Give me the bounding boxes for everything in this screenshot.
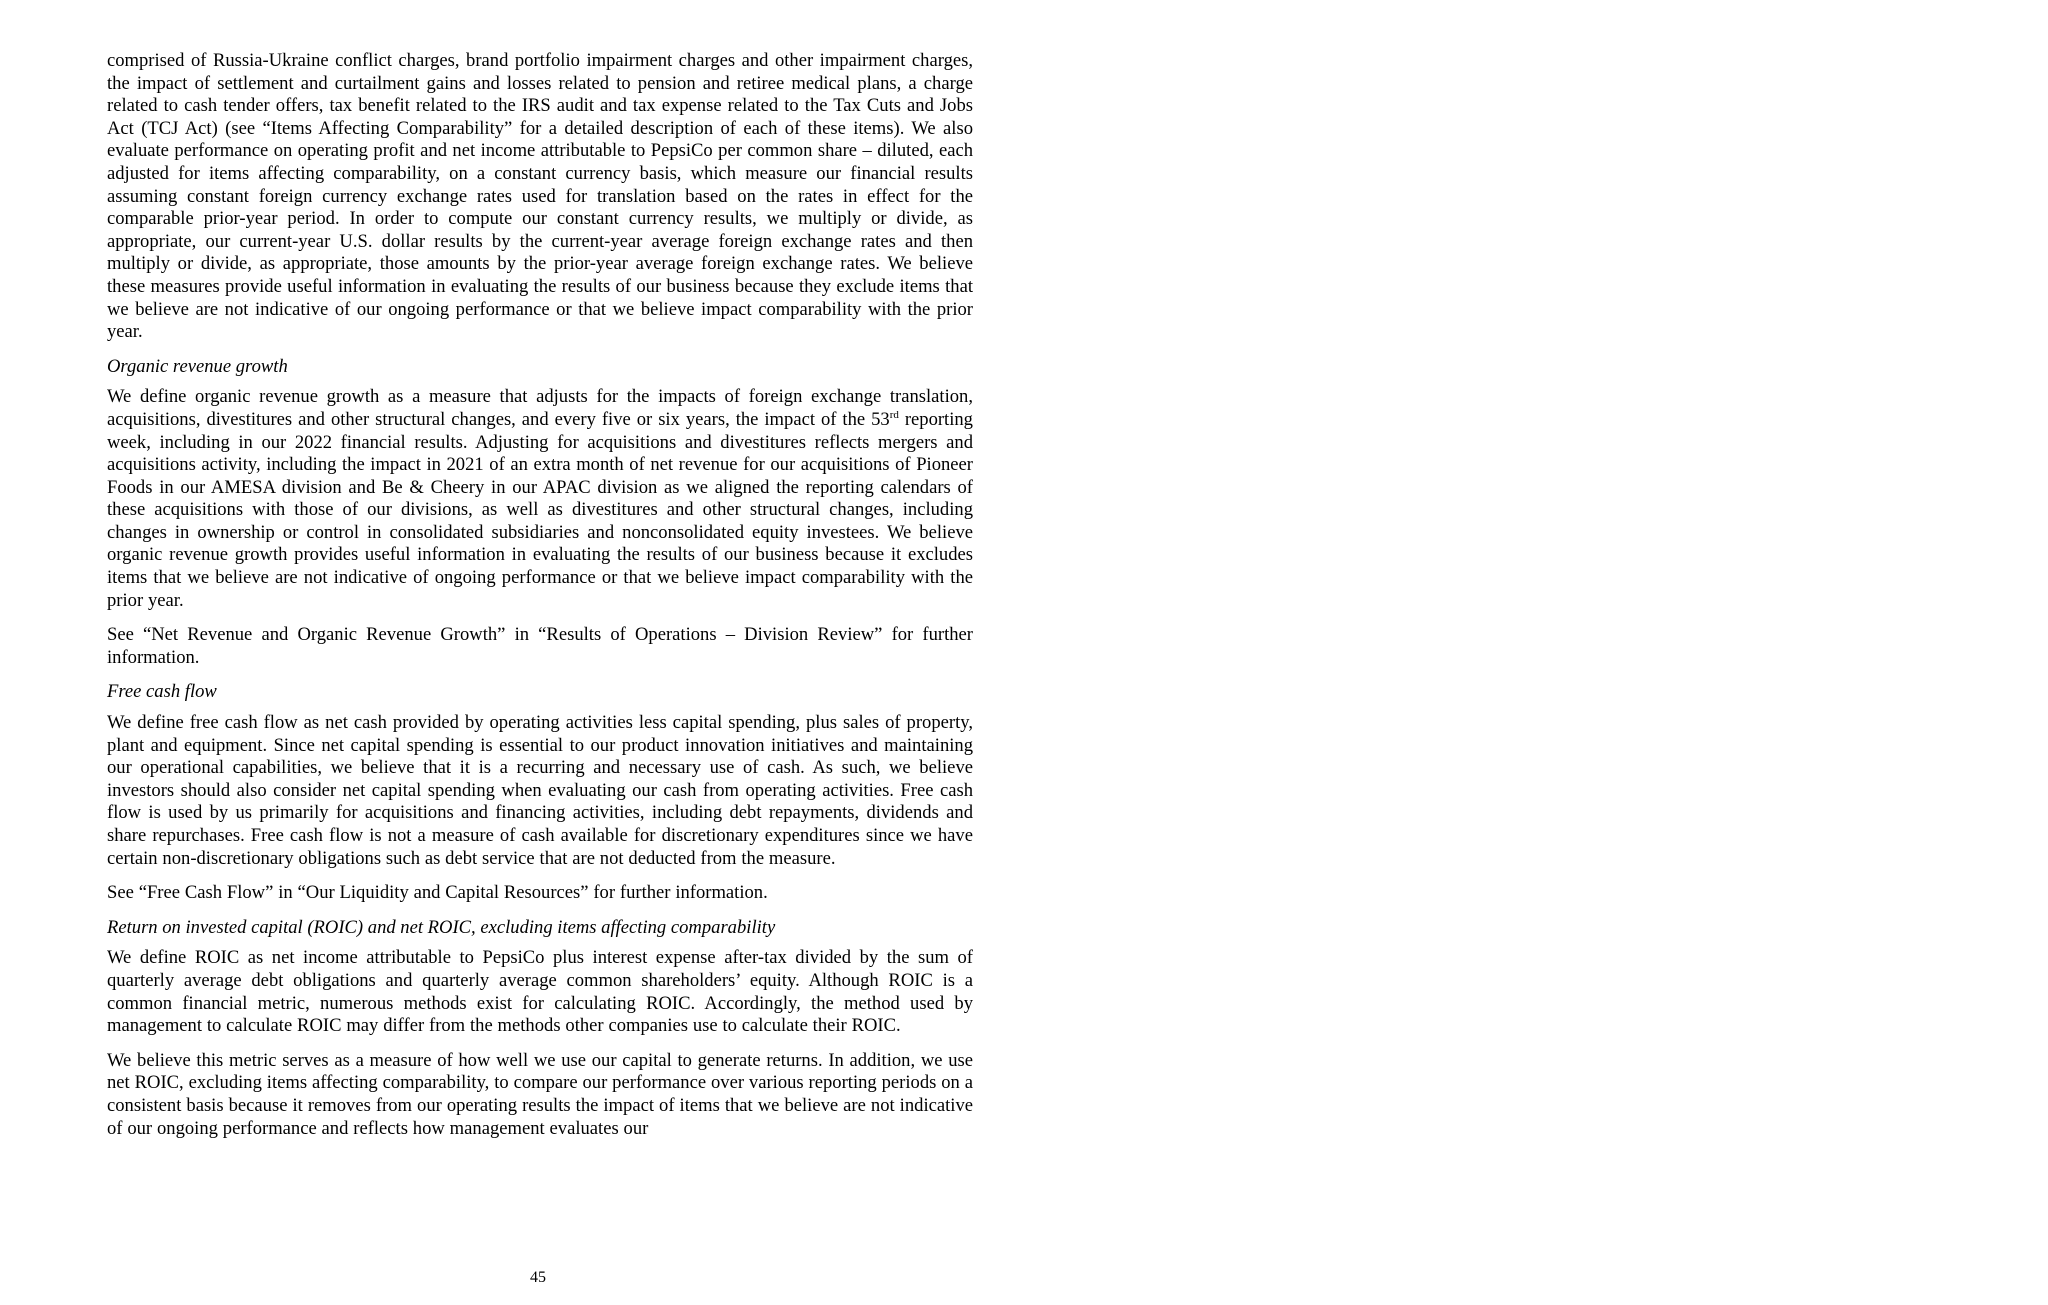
paragraph-roic-definition: We define ROIC as net income attributable to PepsiCo plus interest expense after-tax divided by the sum of quarterly average debt obligations and quarterly average common shareholders’ equity. Although ROIC is a common financial metric, numerous methods exist for calculating ROIC. Accordingly, the method used by management to calculate ROIC may differ from the methods other companies use to calculate their ROIC.: [107, 947, 973, 1037]
paragraph-organic-text-b: reporting week, including in our 2022 financial results. Adjusting for acquisitions and divestitures reflects mergers and acquisitions activity, including the impact in 2021 of an extra month of net revenue for our acquisitions of Pioneer Foods in our AMESA division and Be & Cheery in our APAC division as we aligned the reporting calendars of these acquisitions with those of our divisions, as well as divestitures and other structural changes, including changes in ownership or control in consolidated subsidiaries and nonconsolidated equity investees. We believe organic revenue growth provides useful information in evaluating the results of our business because it excludes items that we believe are not indicative of ongoing performance or that we believe impact comparability with the prior year.: [107, 408, 973, 611]
heading-roic: Return on invested capital (ROIC) and net ROIC, excluding items affecting comparability: [107, 916, 776, 938]
paragraph-see-net-revenue: See “Net Revenue and Organic Revenue Growth” in “Results of Operations – Division Review” for further information.: [107, 624, 973, 668]
paragraph-roic-metric: We believe this metric serves as a measure of how well we use our capital to generate returns. In addition, we use net ROIC, excluding items affecting comparability, to compare our performance over various reporting periods on a consistent basis because it removes from our operating results the impact of items that we believe are not indicative of our ongoing performance and reflects how management evaluates our: [107, 1049, 973, 1139]
heading-organic-revenue-growth: Organic revenue growth: [107, 355, 288, 377]
paragraph-comparability-items: comprised of Russia-Ukraine conflict charges, brand portfolio impairment charges and other impairment charges, the impact of settlement and curtailment gains and losses related to pension and retiree medical plans, a charge related to cash tender offers, tax benefit related to the IRS audit and tax expense related to the Tax Cuts and Jobs Act (TCJ Act) (see “Items Affecting Comparability” for a detailed description of each of these items). We also evaluate performance on operating profit and net income attributable to PepsiCo per common share – diluted, each adjusted for items affecting comparability, on a constant currency basis, which measure our financial results assuming constant foreign currency exchange rates used for translation based on the rates in effect for the comparable prior-year period. In order to compute our constant currency results, we multiply or divide, as appropriate, our current-year U.S. dollar results by the current-year average foreign exchange rates and then multiply or divide, as appropriate, those amounts by the prior-year average foreign exchange rates. We believe these measures provide useful information in evaluating the results of our business because they exclude items that we believe are not indicative of our ongoing performance or that we believe impact comparability with the prior year.: [107, 50, 973, 343]
ordinal-suffix: rd: [889, 408, 899, 421]
paragraph-free-cash-flow: We define free cash flow as net cash provided by operating activities less capital spending, plus sales of property, plant and equipment. Since net capital spending is essential to our product innovation initiatives and maintaining our operational capabilities, we believe that it is a recurring and necessary use of cash. As such, we believe investors should also consider net capital spending when evaluating our cash from operating activities. Free cash flow is used by us primarily for acquisitions and financing activities, including debt repayments, dividends and share repurchases. Free cash flow is not a measure of cash available for discretionary expenditures since we have certain non-discretionary obligations such as debt service that are not deducted from the measure.: [107, 712, 973, 869]
paragraph-organic-revenue-growth: [107, 386, 973, 612]
heading-free-cash-flow: Free cash flow: [107, 681, 217, 703]
paragraph-organic-text-a: We define organic revenue growth as a measure that adjusts for the impacts of foreign exchange translation, acquisitions, divestitures and other structural changes, and every five or six years, the impact of the 53: [107, 386, 973, 430]
document-page: [107, 50, 973, 1152]
page-number: 45: [530, 1269, 546, 1286]
paragraph-see-free-cash-flow: See “Free Cash Flow” in “Our Liquidity and Capital Resources” for further information.: [107, 882, 768, 904]
